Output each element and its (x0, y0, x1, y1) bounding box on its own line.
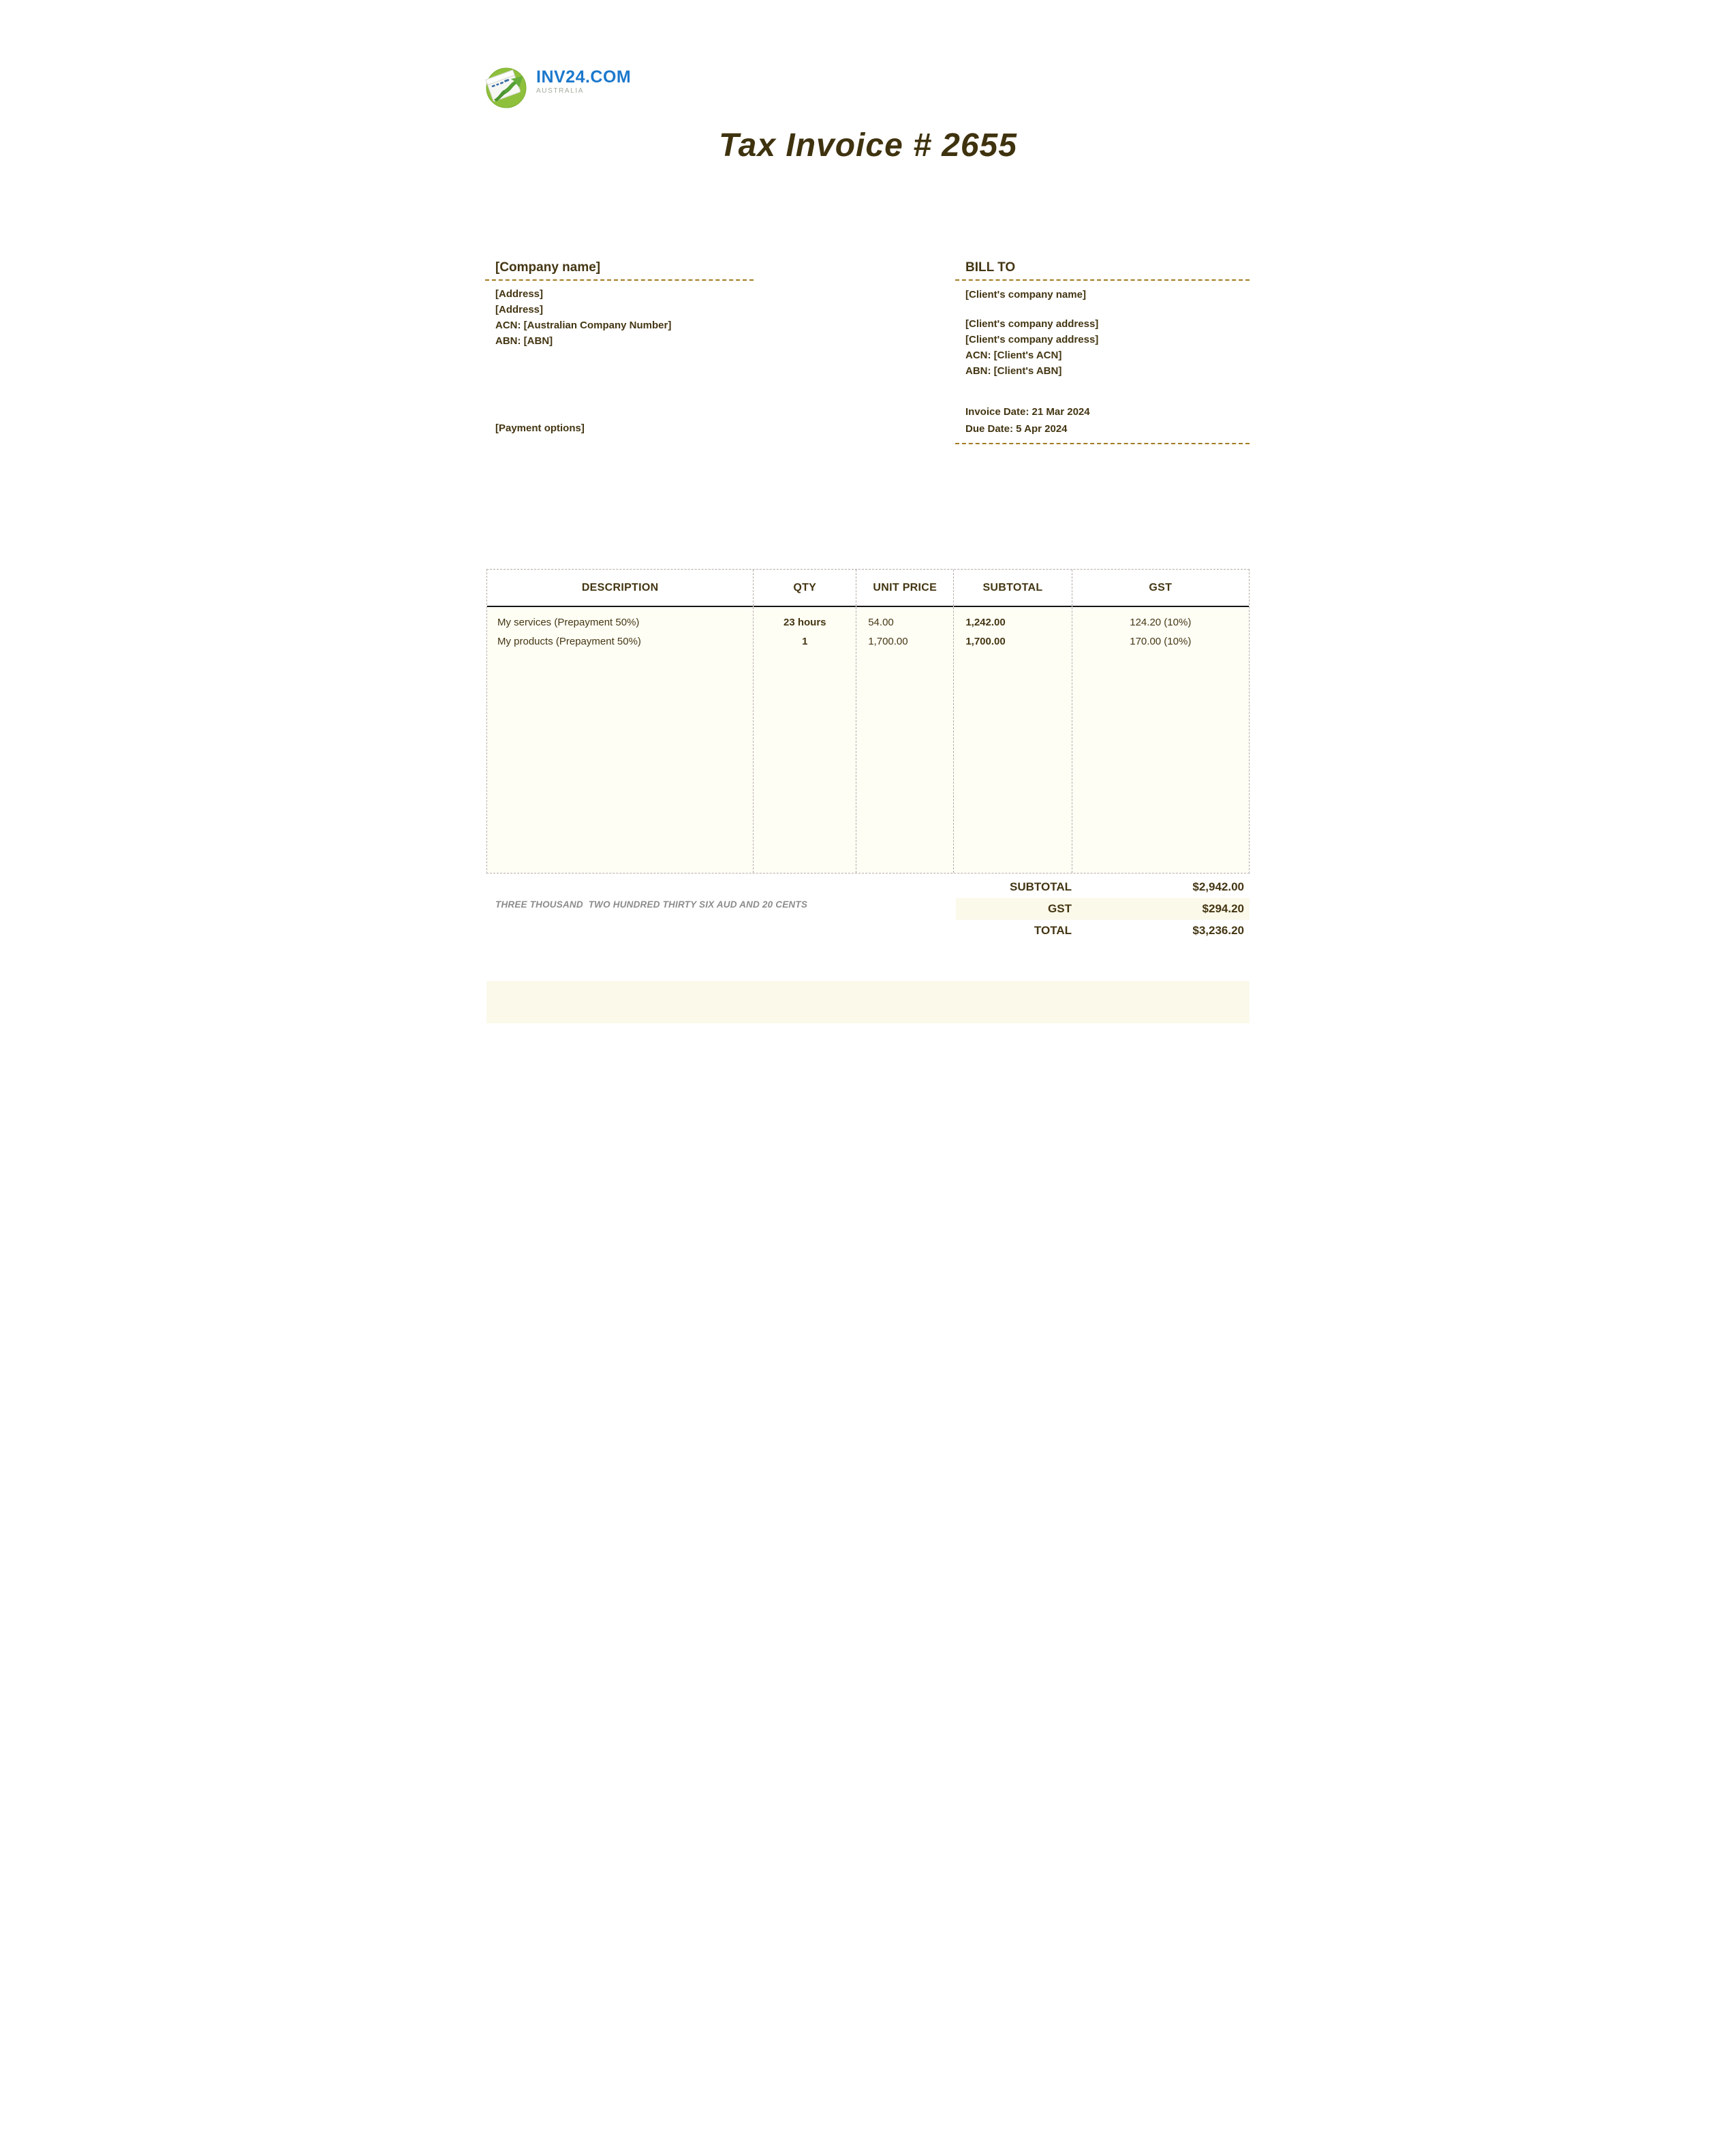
cells-qty (754, 607, 856, 651)
bill-to-block (955, 260, 1250, 379)
invoice-page (434, 0, 1302, 1074)
seller-address-line: ABN: [ABN] (495, 335, 553, 347)
totals-value: $294.20 (1202, 902, 1244, 915)
table-cell: My products (Prepayment 50%) (497, 636, 641, 647)
brand-logo (483, 63, 631, 110)
payment-options: [Payment options] (495, 422, 585, 434)
client-address-line: [Client's company address] (965, 334, 1099, 345)
totals-row (956, 920, 1250, 942)
table-cell: 1,242.00 (965, 617, 1006, 628)
line-items-table (486, 569, 1250, 873)
footer-band (486, 981, 1250, 1023)
cells-description (487, 607, 753, 651)
dates-block (955, 403, 1250, 444)
table-cell: 124.20 (10%) (1130, 617, 1192, 628)
totals-value: $2,942.00 (1192, 880, 1244, 893)
table-cell: 54.00 (868, 617, 894, 628)
column-subtotal (954, 570, 1072, 873)
header-unit-price: UNIT PRICE (856, 570, 953, 607)
brand-name: INV24.COM (536, 67, 632, 87)
table-cell: 1,700.00 (868, 636, 908, 647)
seller-address-line: ACN: [Australian Company Number] (495, 320, 672, 331)
cells-subtotal (954, 607, 1071, 651)
header-qty: QTY (754, 570, 856, 607)
table-cell: My services (Prepayment 50%) (497, 617, 640, 628)
totals-label: GST (1048, 902, 1072, 915)
column-qty (754, 570, 856, 873)
column-gst (1072, 570, 1249, 873)
seller-company-name: [Company name] (485, 260, 754, 281)
invoice-chart-logo-icon (483, 63, 531, 110)
invoice-date: Invoice Date: 21 Mar 2024 (965, 406, 1090, 418)
table-cell: 1 (802, 636, 808, 647)
due-date: Due Date: 5 Apr 2024 (965, 423, 1068, 435)
cells-gst (1072, 607, 1249, 651)
client-address-lines (955, 303, 1250, 379)
table-cell: 23 hours (783, 617, 826, 628)
table-cell: 1,700.00 (965, 636, 1006, 647)
invoice-title: Tax Invoice # 2655 (719, 127, 1017, 164)
amount-in-words: THREE THOUSAND TWO HUNDRED THIRTY SIX AUD AND 20 CENTS (495, 899, 808, 910)
brand-region: AUSTRALIA (536, 87, 584, 95)
column-description (487, 570, 754, 873)
client-company-name: [Client's company name] (965, 289, 1086, 300)
totals-row (956, 876, 1250, 898)
seller-block (485, 260, 754, 349)
bill-to-heading: BILL TO (955, 260, 1250, 281)
seller-address-line: [Address] (495, 304, 544, 315)
client-address-line: ABN: [Client's ABN] (965, 365, 1062, 377)
totals-row (956, 898, 1250, 920)
client-address-line: [Client's company address] (965, 318, 1099, 330)
header-subtotal: SUBTOTAL (954, 570, 1071, 607)
totals-label: TOTAL (1034, 924, 1072, 937)
seller-address-line: [Address] (495, 288, 544, 300)
cells-unit-price (856, 607, 953, 651)
column-unit-price (856, 570, 954, 873)
totals-section (956, 876, 1250, 942)
totals-label: SUBTOTAL (1010, 880, 1072, 893)
table-cell: 170.00 (10%) (1130, 636, 1192, 647)
totals-value: $3,236.20 (1192, 924, 1244, 937)
seller-address-lines (485, 281, 754, 349)
client-address-line: ACN: [Client's ACN] (965, 350, 1062, 361)
brand-text (536, 68, 631, 95)
header-gst: GST (1072, 570, 1249, 607)
header-description: DESCRIPTION (487, 570, 753, 607)
